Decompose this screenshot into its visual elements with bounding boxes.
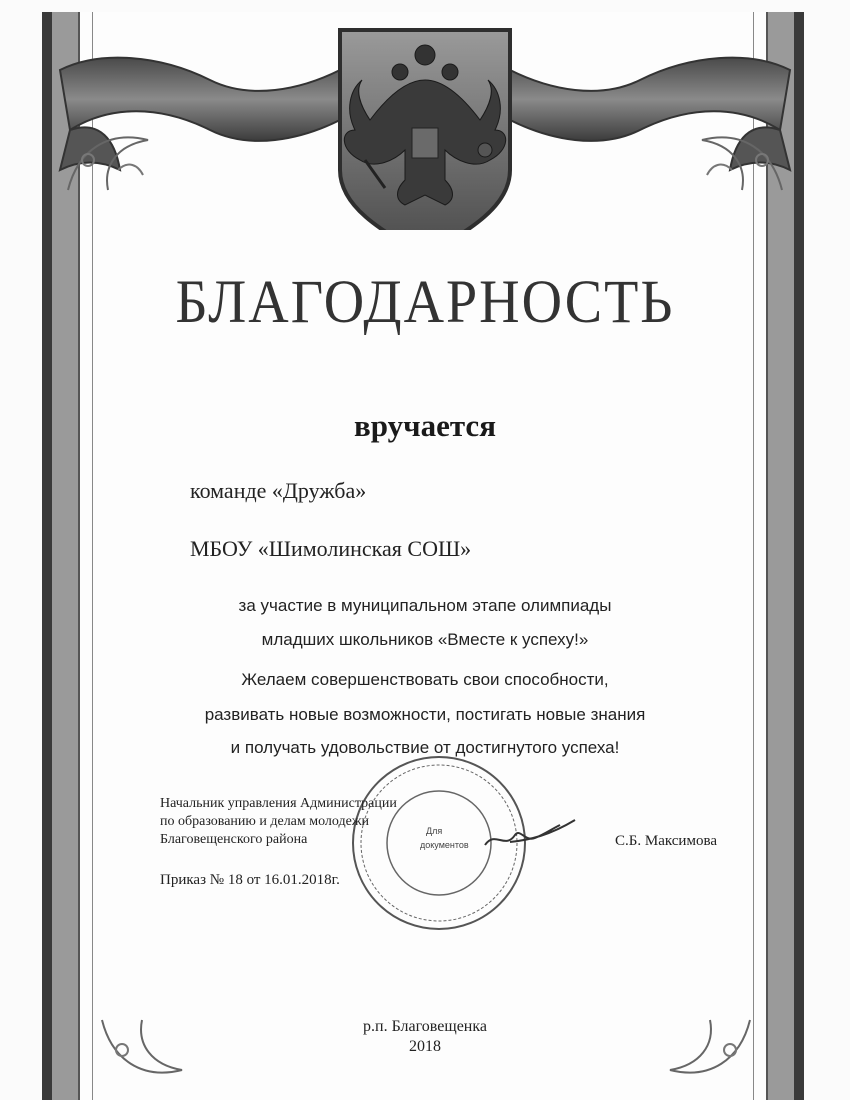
reason-line-1: за участие в муниципальном этапе олимпиады [238, 596, 612, 615]
signatory-title-1: Начальник управления Администрации [160, 796, 397, 811]
signatory-title-3: Благовещенского района [160, 832, 308, 847]
signature-icon [480, 800, 580, 860]
recipient-school: МБОУ «Шимолинская СОШ» [190, 536, 472, 561]
awarded-label: вручается [354, 408, 496, 443]
order-reference: Приказ № 18 от 16.01.2018г. [160, 872, 340, 888]
ornament-top-right-icon [672, 110, 792, 200]
certificate-title: БЛАГОДАРНОСТЬ [175, 267, 675, 337]
wish-line-2: развивать новые возможности, постигать новые знания [204, 705, 646, 724]
signatory-title-2: по образованию и делам молодежи [160, 814, 370, 829]
reason-line-2: младших школьников «Вместе к успеху!» [261, 630, 589, 649]
stamp-text-1: Для [426, 826, 443, 836]
recipient-team: команде «Дружба» [190, 478, 367, 503]
wish-line-3: и получать удовольствие от достигнутого успеха! [230, 738, 620, 757]
signatory-name: С.Б. Максимова [615, 833, 717, 849]
place: р.п. Благовещенка [363, 1018, 487, 1035]
wish-line-1: Желаем совершенствовать свои способности, [241, 670, 609, 689]
year: 2018 [409, 1038, 441, 1055]
ornament-top-left-icon [58, 110, 178, 200]
stamp-text-2: документов [420, 840, 469, 850]
